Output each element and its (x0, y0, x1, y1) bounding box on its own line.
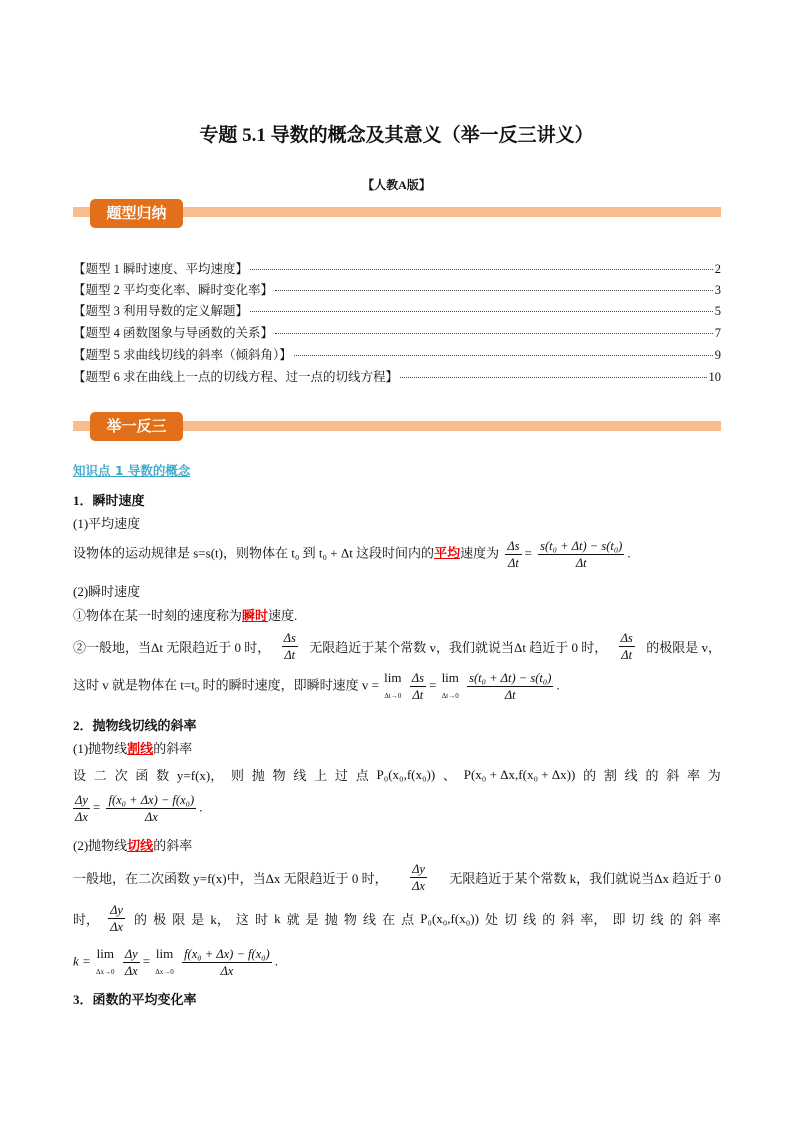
text-span: 线 (624, 768, 638, 783)
text-span: Δs (411, 671, 424, 685)
text-span: s(t₀ + Δt) − s(t₀) (540, 539, 623, 553)
text-span: Δx (144, 810, 158, 824)
toc-entry-label: 【题型 6 求在曲线上一点的切线方程、过一点的切线方程】 (73, 370, 399, 384)
text-span: 切线 (127, 838, 154, 853)
formula-secant-slope (73, 792, 202, 825)
text-span: ②一般地，当Δt 无限趋近于 0 时， (73, 640, 271, 655)
section-heading: 3．函数的平均变化率 (73, 992, 197, 1007)
toc-entry-label: 【题型 1 瞬时速度、平均速度】 (73, 262, 249, 276)
text-span: 无限趋近于某个常数 v，我们就说当Δt 趋近于 0 时， (309, 640, 608, 655)
text-span: 斜 (666, 768, 680, 783)
page-title: 专题 5.1 导数的概念及其意义（举一反三讲义） (199, 125, 594, 146)
text-span: lim (155, 945, 174, 961)
text-span: Δt (621, 648, 633, 662)
text-span: 的斜率 (153, 741, 193, 756)
paragraph-secant (73, 765, 721, 784)
section-banner-examples: 举一反三 (90, 412, 183, 441)
text-span: Δt (504, 688, 516, 702)
fraction (505, 538, 521, 571)
text-span: y=f(x)， (176, 768, 224, 783)
toc-entry[interactable] (73, 259, 721, 277)
text-span: 在 (382, 912, 396, 927)
text-span: 线 (293, 768, 307, 783)
toc-leader-dots (294, 355, 713, 356)
fraction (538, 538, 624, 571)
text-span: 速度. (268, 608, 298, 623)
toc-leader-dots (250, 269, 713, 270)
fraction (282, 630, 298, 663)
edition-label: 【人教A版】 (362, 178, 431, 192)
fraction (108, 902, 125, 935)
text-span: 限 (172, 912, 186, 927)
toc-entry-label: 【题型 2 平均变化率、瞬时变化率】 (73, 283, 274, 297)
fraction (410, 861, 427, 894)
text-span: 线 (362, 912, 376, 927)
text-span: 处 (484, 912, 498, 927)
text-span: k， (210, 912, 230, 927)
text-span: 这 (235, 912, 249, 927)
toc-entry-label: 【题型 3 利用导数的定义解题】 (73, 304, 249, 318)
text-span: 率， (580, 912, 607, 927)
text-span: 就 (286, 912, 300, 927)
text-span: 率 (707, 912, 721, 927)
text-span: Δt (575, 556, 587, 570)
text-span: 二 (93, 768, 107, 783)
toc-entry-page: 5 (714, 304, 721, 318)
section-heading: 2．抛物线切线的斜率 (73, 718, 197, 733)
text-span: 一般地，在二次函数 y=f(x)中，当Δx 无限趋近于 0 时， (73, 871, 388, 886)
text-span: f(x₀ + Δx) − f(x₀) (108, 793, 195, 807)
text-span: 割线 (127, 741, 154, 756)
toc-entry[interactable] (73, 323, 721, 341)
text-span: = (92, 799, 101, 815)
text-span: 设 (73, 768, 87, 783)
text-span: 物 (343, 912, 357, 927)
text-span: Δx (110, 920, 123, 934)
text-span: lim (96, 945, 114, 961)
text-span: ①物体在某一时刻的速度称为 (73, 608, 243, 623)
text-span: k (274, 910, 281, 926)
knowledge-point-heading: 知识点 1 导数的概念 (73, 463, 191, 478)
toc-leader-dots (275, 333, 713, 334)
text-span: 无限趋近于某个常数 k，我们就说当Δx 趋近于 0 (449, 871, 721, 886)
toc-leader-dots (400, 377, 706, 378)
text-span: 率 (687, 768, 701, 783)
text-span: P₀(x₀,f(x₀)) (420, 910, 479, 926)
text-span: Δx→0 (155, 967, 174, 976)
highlight-term: 平均 (434, 545, 461, 561)
fraction (106, 792, 196, 825)
text-span: 点 (401, 912, 415, 927)
text-span: 线 (523, 912, 537, 927)
toc-leader-dots (275, 290, 713, 291)
text-span: Δs (283, 631, 296, 645)
section-heading: 1．瞬时速度 (73, 493, 145, 508)
text-span: Δs (507, 539, 520, 553)
text-span: 次 (114, 768, 128, 783)
text-span: Δx (75, 810, 88, 824)
fraction (73, 792, 90, 825)
text-span: 为 (707, 768, 721, 783)
text-span: lim (384, 669, 402, 685)
formula-tangent-slope (73, 946, 278, 979)
toc-leader-dots (250, 311, 713, 312)
text-span: 的 (669, 912, 683, 927)
text-span: Δt (508, 556, 519, 570)
toc-entry-page: 10 (708, 370, 721, 384)
text-span: 是 (191, 912, 205, 927)
toc-entry-label: 【题型 4 函数图象与导函数的关系】 (73, 326, 274, 340)
fraction (182, 946, 272, 979)
toc-entry[interactable] (73, 345, 721, 363)
text-span: Δy (412, 862, 425, 876)
highlight-term: 瞬时 (242, 608, 269, 623)
text-span: 的斜率 (153, 838, 193, 853)
toc-entry-page: 3 (714, 283, 721, 297)
text-span: 的 (583, 768, 597, 783)
text-span: 设物体的运动规律是 s=s(t)，则物体在 t₀ 到 t₀ + Δt 这段时间内的 (73, 545, 435, 561)
text-span: 速度为 (460, 545, 500, 561)
text-span: lim (441, 669, 459, 685)
paragraph (73, 861, 721, 894)
text-span: 线 (650, 912, 664, 927)
text-span: 切 (504, 912, 518, 927)
limit-expression (96, 945, 115, 978)
text-span: . (274, 953, 278, 969)
text-span: P(x₀ + Δx,f(x₀ + Δx)) (463, 766, 576, 782)
text-span: s(t₀ + Δt) − s(t₀) (469, 671, 552, 685)
text-span: 过 (334, 768, 348, 783)
text-span: 这时 v 就是物体在 t=t₀ 时的瞬时速度，即瞬时速度 v = (73, 677, 379, 693)
text-span: . (199, 799, 203, 815)
toc-entry[interactable] (73, 301, 721, 319)
text-span: Δt→0 (384, 691, 402, 700)
section-banner-question-types: 题型归纳 (90, 199, 183, 228)
text-span: 的 (542, 912, 556, 927)
text-span: 斜 (688, 912, 702, 927)
text-span: Δt→0 (441, 691, 459, 700)
text-span: Δx (220, 964, 234, 978)
text-span: 的极限是 v， (646, 640, 721, 655)
limit-expression (155, 945, 174, 978)
text-span: 时 (255, 912, 269, 927)
text-span: k = (73, 953, 91, 969)
limit-expression (441, 669, 459, 702)
text-span: = (142, 953, 151, 969)
subheading (73, 738, 192, 757)
text-span: 数 (156, 768, 170, 783)
text-span: = (428, 677, 437, 693)
text-span: Δy (124, 947, 138, 961)
subheading: (2)瞬时速度 (73, 584, 141, 599)
text-span: 、 (442, 768, 456, 783)
text-span: 极 (153, 912, 167, 927)
text-span: 割 (603, 768, 617, 783)
text-span: . (556, 677, 560, 693)
text-span: (2)抛物线 (73, 838, 128, 853)
paragraph-tangent (73, 902, 721, 935)
subheading: (1)平均速度 (73, 516, 141, 531)
fraction (123, 946, 140, 979)
text-span: 则 (231, 768, 245, 783)
toc-entry-page: 2 (714, 262, 721, 276)
paragraph-instant-velocity (73, 670, 560, 703)
text-span: 的 (134, 912, 148, 927)
text-span: 的 (645, 768, 659, 783)
text-span: P₀(x₀,f(x₀)) (376, 766, 436, 782)
text-span: 抛 (324, 912, 338, 927)
text-span: Δy (110, 903, 123, 917)
paragraph-average-velocity (73, 538, 631, 571)
text-span: 点 (355, 768, 369, 783)
fraction (467, 670, 553, 703)
text-span: 是 (305, 912, 319, 927)
paragraph (73, 605, 297, 624)
text-span: Δt (284, 648, 296, 662)
text-span: Δt (412, 688, 424, 702)
text-span: (1)抛物线 (73, 741, 128, 756)
paragraph (73, 630, 721, 663)
text-span: = (524, 545, 532, 561)
toc-entry[interactable] (73, 367, 721, 385)
text-span: 斜 (561, 912, 575, 927)
toc-entry-page: 7 (714, 326, 721, 340)
text-span: 上 (314, 768, 328, 783)
text-span: 即 (612, 912, 626, 927)
subheading (73, 835, 192, 854)
text-span: 切 (631, 912, 645, 927)
limit-expression (384, 669, 402, 702)
text-span: Δx (124, 964, 138, 978)
text-span: 抛 (251, 768, 265, 783)
text-span: 物 (272, 768, 286, 783)
text-span: . (627, 545, 631, 561)
text-span: 时， (73, 912, 100, 927)
toc-entry[interactable] (73, 280, 721, 298)
toc-entry-label: 【题型 5 求曲线切线的斜率（倾斜角）】 (73, 348, 292, 362)
fraction (410, 670, 426, 703)
fraction (619, 630, 635, 663)
text-span: Δx (412, 879, 425, 893)
text-span: Δx→0 (96, 967, 115, 976)
text-span: Δs (620, 631, 633, 645)
toc-entry-page: 9 (714, 348, 721, 362)
text-span: Δy (75, 793, 88, 807)
text-span: 函 (135, 768, 149, 783)
text-span: f(x₀ + Δx) − f(x₀) (184, 947, 270, 961)
